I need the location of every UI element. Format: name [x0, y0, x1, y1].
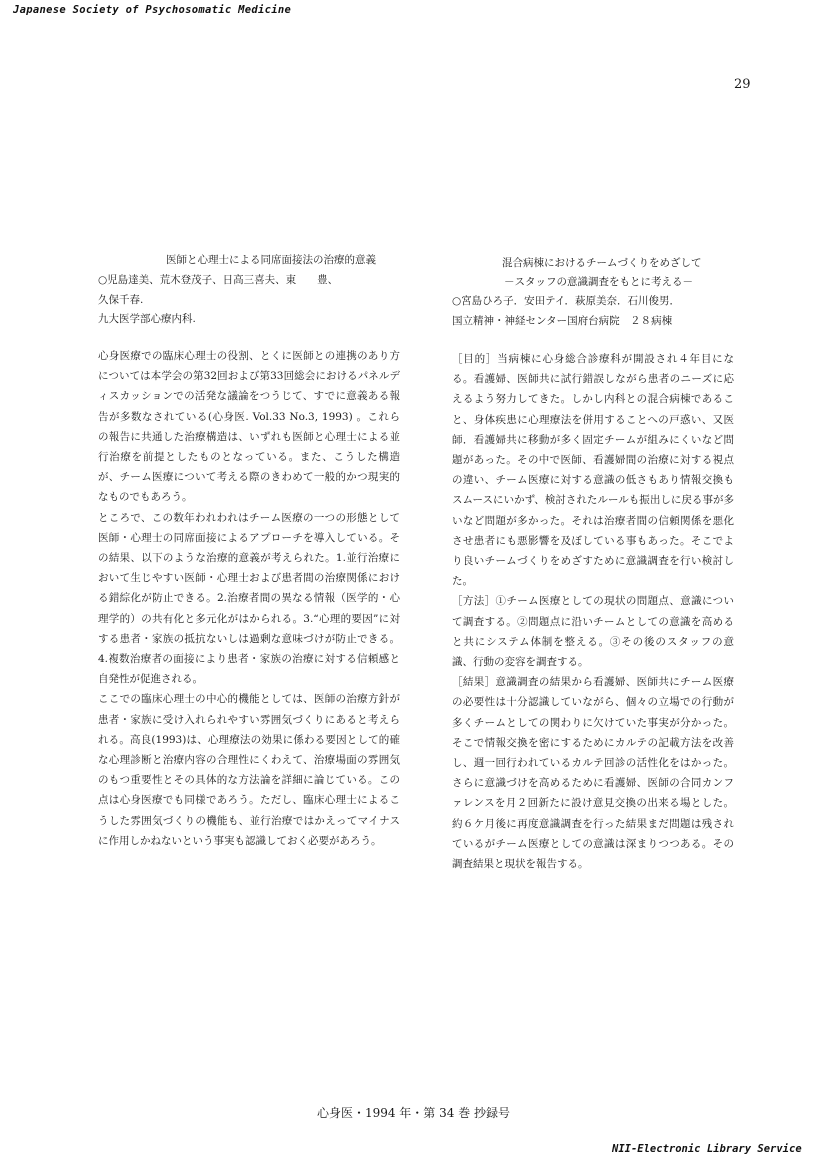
left-article-authors	[98, 271, 400, 310]
left-authors-line1: ○児島達美、荒木登茂子、日高三喜夫、東 豊、	[98, 274, 339, 286]
service-footer: NII-Electronic Library Service	[612, 1143, 802, 1155]
right-article-title: 混合病棟におけるチームづくりをめざして	[502, 257, 702, 269]
right-article-affiliation: 国立精神・神経センター国府台病院 ２８病棟	[452, 314, 673, 327]
right-article-body	[452, 349, 734, 874]
left-article	[98, 251, 400, 330]
right-article-authors: ○宮島ひろ子．安田テイ．萩原美奈．石川俊男．	[452, 295, 680, 307]
journal-footer: 心身医・1994 年・第 34 巻 抄録号	[316, 1106, 511, 1120]
right-paragraph-purpose: ［目的］当病棟に心身総合診療科が開設され４年目になる。看護婦、医師共に試行錯誤しながら患者のニーズに応えるよう努力してきた。しかし内科との混合病棟であること、身体疾患に心理療法を併用することへの戸惑い、又医師．看護婦共に移動が多く固定チームが組みにくいなど問題があった。その中で医師、看護婦間の治療に対する視点の違い、チーム医療に対する意識の低さもあり情報交換もスムースにいかず、検討されたルールも振出しに戻る事が多いなど問題が多かった。それは治療者間の信頼関係を悪化させ患者にも悪影響を及ぼしている事もあった。そこでより良いチームづくりをめざすために意識調査を行い検討した。	[452, 353, 734, 588]
right-paragraph-result: ［結果］意識調査の結果から看護婦、医師共にチーム医療の必要性は十分認識していながら、個々の立場での行動が多くチームとしての関わりに欠けていた事実が分かった。そこで情報交換を密にするためにカルテの記載方法を改善し、週一回行われているカルテ回診の活性化をはかった。さらに意識づけを高めるために看護婦、医師の合同カンファレンスを月２回新たに設け意見交換の出来る場とした。約６ケ月後に再度意識調査を行った結果まだ問題は残されているがチーム医療としての意識は深まりつつある。その調査結果と現状を報告する。	[452, 676, 734, 871]
right-article-subtitle: －スタッフの意識調査をもとに考える－	[504, 276, 693, 288]
left-article-body	[98, 346, 400, 851]
left-authors-line2: 久保千春.	[98, 293, 144, 306]
left-paragraph-2: ところで、この数年われわれはチーム医療の一つの形態として医師・心理士の同席面接によるアプローチを導入している。その結果、以下のような治療的意義が考えられた。1.並行治療において生じやすい医師・心理士および患者間の治療関係における錯綜化が防止できる。2.治療者間の異なる情報（医学的・心理学的）の共有化と多元化がはかられる。3.“心理的要因”に対する患者・家族の抵抗ないしは過剰な意味づけが防止できる。4.複数治療者の面接により患者・家族の治療に対する信頼感と自発性が促進される。	[98, 511, 400, 686]
left-paragraph-1: 心身医療での臨床心理士の役割、とくに医師との連携のあり方については本学会の第32回および第33回総会におけるパネルディスカッションでの活発な議論をつうじて、すでに意義ある報告が多数なされている(心身医. Vol.33 No.3, 1993) 。これらの報告に共通した治療構造は、いずれも医師と心理士による並行治療を前提としたものとなっている。また、こうした構造が、チーム医療について考える際のきわめて一般的かつ現実的なものでもあろう。	[98, 350, 400, 504]
right-article	[452, 254, 734, 331]
society-header: Japanese Society of Psychosomatic Medicine	[13, 4, 292, 16]
left-article-affiliation: 九大医学部心療内科.	[98, 313, 196, 325]
left-article-title: 医師と心理士による同席面接法の治療的意義	[166, 254, 376, 266]
page-number: 29	[734, 77, 751, 92]
right-paragraph-method: ［方法］①チーム医療としての現状の問題点、意識について調査する。②問題点に沿いチームとしての意識を高めると共にシステム体制を整える。③その後のスタッフの意識、行動の変容を調査する。	[452, 595, 734, 669]
left-paragraph-3: ここでの臨床心理士の中心的機能としては、医師の治療方針が患者・家族に受け入れられやすい雰囲気づくりにあると考えられる。高良(1993)は、心理療法の効果に係わる要因として的確な心理診断と治療内容の合理性にくわえて、治療場面の雰囲気のもつ重要性とその具体的な方法論を詳細に論じている。この点は心身医療でも同様であろう。ただし、臨床心理士によるこうした雰囲気づくりの機能も、並行治療ではかえってマイナスに作用しかねないという事実も認識しておく必要があろう。	[98, 693, 400, 847]
